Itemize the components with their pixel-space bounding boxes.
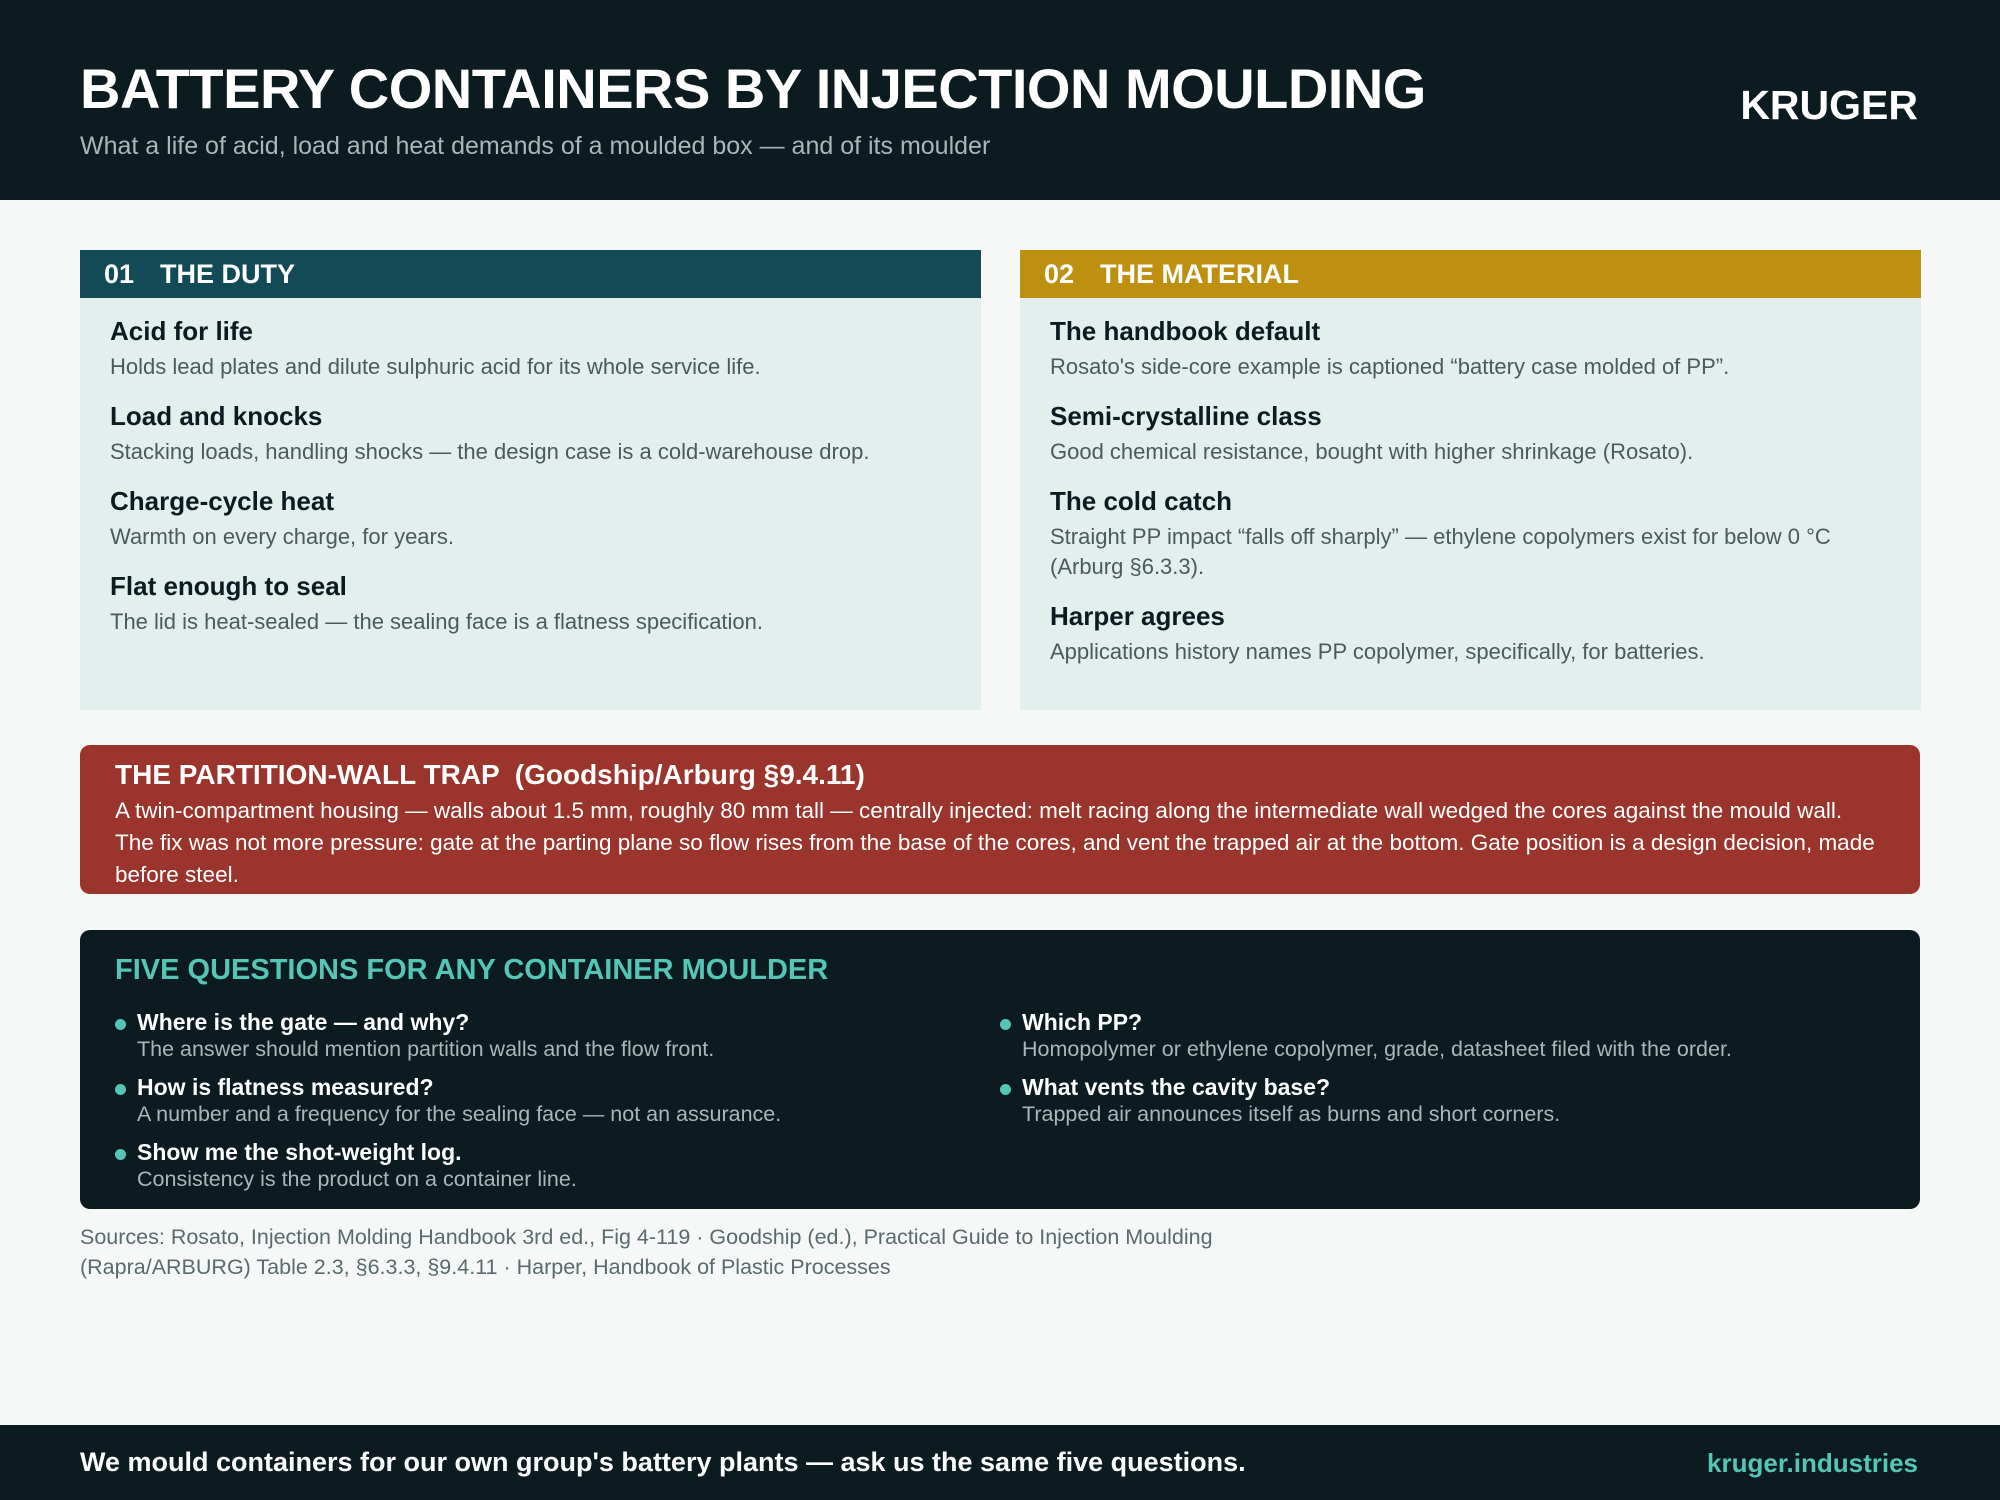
bullet-icon: [1000, 1084, 1011, 1095]
page-subtitle: What a life of acid, load and heat demands of a moulded box — and of its moulder: [80, 132, 991, 160]
footer: [0, 1425, 2000, 1500]
question-text: Show me the shot-weight log.: [137, 1139, 462, 1165]
bullet-icon: [115, 1149, 126, 1160]
bullet-icon: [1000, 1019, 1011, 1030]
material-item: [1050, 316, 1891, 382]
duty-panel-number: 01: [104, 258, 135, 289]
question-answer: The answer should mention partition walls and the flow front.: [137, 1037, 715, 1061]
question-text: Where is the gate — and why?: [137, 1009, 470, 1035]
material-item-title: Harper agrees: [1050, 601, 1225, 631]
questions-column-left: [115, 1007, 1000, 1202]
material-item-text: Straight PP impact “falls off sharply” — ethylene copolymers exist for below 0 °C (Arburg §6.3.3).: [1050, 524, 1831, 579]
footer-tagline: We mould containers for our own group's battery plants — ask us the same five questions.: [80, 1447, 1246, 1477]
question-item: [115, 1137, 1000, 1192]
duty-item: [110, 316, 951, 382]
callout-text: A twin-compartment housing — walls about 1.5 mm, roughly 80 mm tall — centrally injected: melt racing along the intermediate wall wedged the cores against the mould wall. The fix was not more pressure: gate at the parting plane so flow rises from the base of the cores, and vent the trapped air at the bottom. Gate position is a design decision, made before steel.: [115, 798, 1875, 887]
duty-item-text: Warmth on every charge, for years.: [110, 524, 454, 549]
material-item-text: Good chemical resistance, bought with higher shrinkage (Rosato).: [1050, 439, 1694, 464]
question-answer: Homopolymer or ethylene copolymer, grade, datasheet filed with the order.: [1022, 1037, 1732, 1061]
duty-item-text: Holds lead plates and dilute sulphuric acid for its whole service life.: [110, 354, 761, 379]
header: [0, 0, 2000, 200]
sources-note: Sources: Rosato, Injection Molding Handbook 3rd ed., Fig 4-119 · Goodship (ed.), Practical Guide to Injection Moulding (Rapra/ARBURG) Table 2.3, §6.3.3, §9.4.11 · Harper, Handbook of Plastic Processes: [80, 1225, 1213, 1279]
brand-logo: KRUGER: [1740, 82, 1918, 128]
material-item-title: The handbook default: [1050, 316, 1321, 346]
question-item: [115, 1007, 1000, 1062]
callout-heading: THE PARTITION-WALL TRAP (Goodship/Arburg §9.4.11): [115, 759, 865, 790]
duty-item-title: Load and knocks: [110, 401, 323, 431]
footer-link[interactable]: kruger.industries: [1707, 1448, 1918, 1478]
material-item-title: Semi-crystalline class: [1050, 401, 1322, 431]
material-item-title: The cold catch: [1050, 486, 1233, 516]
duty-item: [110, 571, 951, 637]
question-answer: A number and a frequency for the sealing face — not an assurance.: [137, 1102, 782, 1126]
questions-panel: [80, 930, 1920, 1209]
material-item-text: Applications history names PP copolymer, specifically, for batteries.: [1050, 639, 1705, 664]
question-item: [115, 1072, 1000, 1127]
material-item: [1050, 486, 1891, 582]
duty-item-text: The lid is heat-sealed — the sealing face is a flatness specification.: [110, 609, 764, 634]
partition-wall-callout: [80, 745, 1920, 894]
question-text: Which PP?: [1022, 1009, 1143, 1035]
question-answer: Consistency is the product on a container line.: [137, 1167, 577, 1191]
duty-item-text: Stacking loads, handling shocks — the design case is a cold-warehouse drop.: [110, 439, 870, 464]
material-panel-number: 02: [1044, 258, 1075, 289]
duty-item: [110, 486, 951, 552]
question-item: [1000, 1007, 1885, 1062]
question-text: What vents the cavity base?: [1022, 1074, 1331, 1100]
material-item-text: Rosato's side-core example is captioned “battery case molded of PP”.: [1050, 354, 1730, 379]
duty-panel-heading: THE DUTY: [160, 258, 296, 289]
question-item: [1000, 1072, 1885, 1127]
page-title: BATTERY CONTAINERS BY INJECTION MOULDING: [80, 57, 1426, 120]
question-text: How is flatness measured?: [137, 1074, 434, 1100]
question-answer: Trapped air announces itself as burns and short corners.: [1022, 1102, 1561, 1126]
bullet-icon: [115, 1084, 126, 1095]
material-item: [1050, 601, 1891, 667]
duty-item-title: Acid for life: [110, 316, 254, 346]
duty-panel-header: [80, 250, 981, 298]
duty-item-title: Flat enough to seal: [110, 571, 347, 601]
duty-item-title: Charge-cycle heat: [110, 486, 334, 516]
material-panel-header: [1020, 250, 1921, 298]
material-panel-heading: THE MATERIAL: [1100, 258, 1300, 289]
duty-panel: [80, 250, 981, 710]
material-item: [1050, 401, 1891, 467]
questions-heading: FIVE QUESTIONS FOR ANY CONTAINER MOULDER: [115, 954, 829, 986]
questions-column-right: [1000, 1007, 1885, 1202]
material-panel: [1020, 250, 1921, 710]
bullet-icon: [115, 1019, 126, 1030]
duty-item: [110, 401, 951, 467]
